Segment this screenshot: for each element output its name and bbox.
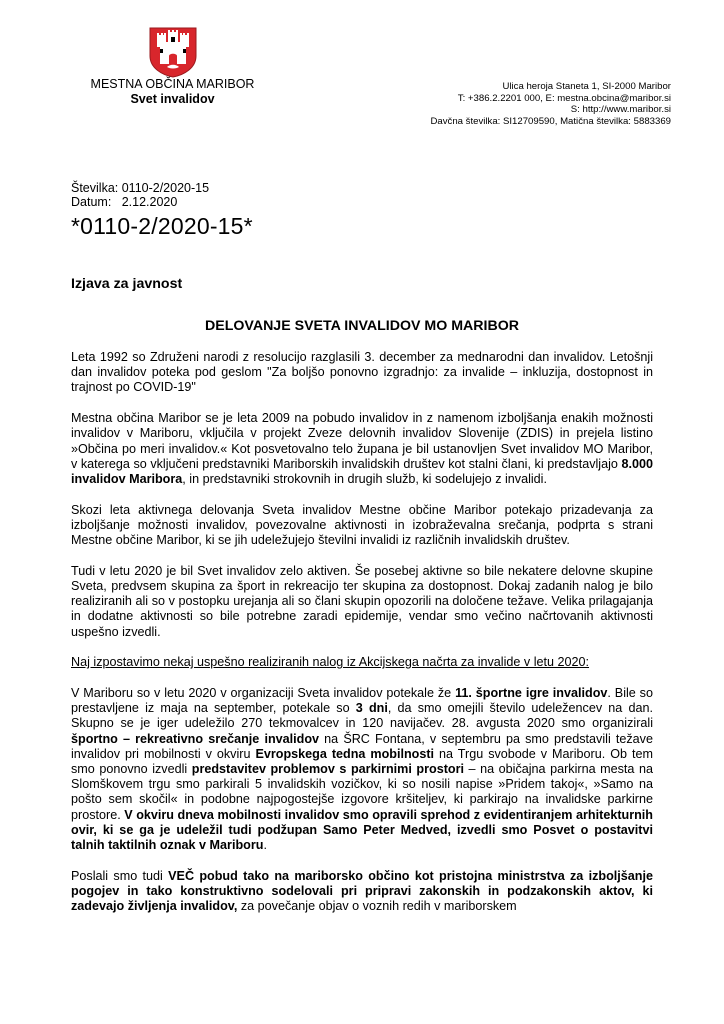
p7-b: VEČ pobud tako na mariborsko občino kot pristojna ministrstva za izboljšanje pogojev in tako konstruktivno sodelovali pri pripravi zakonskih in podzakonskih aktov, ki zadevajo življenja invalidov,: [71, 868, 654, 914]
p6-h: Evropskega tedna mobilnosti: [255, 746, 435, 761]
p6-m: .: [263, 837, 267, 852]
p6-e: , da smo omejili število udeležencev na dan. Skupno se je iger udeležilo 270 tekmovalcev in 120 navijačev. 28. avgusta 2020 smo organizirali: [71, 701, 653, 731]
contact-tax-number: Davčna številka: SI12709590, Matična številka: 5883369: [430, 115, 671, 127]
contact-block: [430, 81, 671, 127]
p6-a: V Mariboru so v letu 2020 v organizaciji Sveta invalidov potekale že: [71, 685, 456, 700]
organization-block: [60, 77, 285, 107]
organization-sub: Svet invalidov: [130, 92, 215, 106]
paragraph-1: [71, 350, 653, 396]
p2-text-c: , in predstavniki strokovnih in drugih služb, ki sodelujejo z invalidi.: [182, 471, 547, 486]
document-body: [71, 350, 653, 930]
document-number: Številka: 0110-2/2020-15: [71, 181, 210, 195]
document-title: DELOVANJE SVETA INVALIDOV MO MARIBOR: [205, 318, 519, 334]
contact-website: S: http://www.maribor.si: [570, 104, 671, 116]
contact-phone-email: T: +386.2.2201 000, E: mestna.obcina@maribor.si: [457, 92, 671, 104]
contact-address: Ulica heroja Staneta 1, SI-2000 Maribor: [502, 81, 671, 92]
paragraph-7: [71, 869, 653, 915]
p5-underlined-heading: Naj izpostavimo nekaj uspešno realiziranih nalog iz Akcijskega načrta za invalide v letu 2020:: [71, 655, 590, 670]
p6-i: na Trgu svobode v Mariboru. Ob tem smo ponovno izvedli: [71, 746, 653, 776]
paragraph-2: [71, 411, 653, 487]
p7-a: Poslali smo tudi: [71, 868, 169, 883]
p3-text: Skozi leta aktivnega delovanja Sveta invalidov Mestne občine Maribor potekajo prizadevanja za izboljšanje možnosti invalidov, povezovalne aktivnosti in izobraževalna srečanja, podprta s strani Mestne občine Maribor, ki se jih udeležujejo številni invalidi iz različnih invalidskih društev.: [71, 502, 653, 548]
paragraph-4: [71, 564, 653, 640]
p6-k: – na običajna parkirna mesta na Slomškovem trgu smo parkirali 5 invalidskih vozičkov, ki so nosili napise »Pridem takoj«, »Samo na pošto sem skočil« in podobne najpogostejše izgovore kršiteljev, ki parkirajo na invalidske parkirne prostore.: [71, 761, 653, 822]
p6-b: 11. športne igre invalidov: [455, 685, 608, 700]
p6-g: na ŠRC Fontana, v septembru pa smo predstavili težave invalidov pri mobilnosti v okviru: [71, 731, 653, 761]
p2-bold-count: 8.000 invalidov Maribora: [71, 456, 653, 486]
p1-text: Leta 1992 so Združeni narodi z resolucijo razglasili 3. december za mednarodni dan invalidov. Letošnji dan invalidov poteka pod geslom "Za boljšo ponovno izgradnjo: za invalide – inkluzija, dostopnost in trajnost po COVID-19": [71, 350, 653, 395]
press-release-label: Izjava za javnost: [71, 276, 183, 292]
barcode-text: *0110-2/2020-15*: [71, 213, 253, 239]
document-date: Datum: 2.12.2020: [71, 195, 178, 209]
paragraph-6: [71, 686, 653, 853]
document-meta: [71, 181, 209, 209]
paragraph-5: [71, 655, 653, 670]
p7-c: za povečanje objav o voznih redih v mariborskem: [237, 899, 517, 914]
p6-d: 3 dni: [355, 701, 388, 716]
p6-c: . Bile so prestavljene iz maja na september, potekale so: [71, 685, 653, 716]
organization-name: MESTNA OBČINA MARIBOR: [90, 77, 255, 91]
maribor-coat-of-arms-icon: [146, 26, 200, 78]
p6-j: predstavitev problemov s parkirnimi prostori: [191, 761, 464, 776]
p2-text-a: Mestna občina Maribor se je leta 2009 na pobudo invalidov in z namenom izboljšanja enakih možnosti invalidov v Mariboru, vključila v projekt Zveze delovnih invalidov Slovenije (ZDIS) in prejela listino »Občina po meri invalidov.« Kot posvetovalno telo župana je bil ustanovljen Svet invalidov MO Maribor, v katerega so vključeni predstavniki Mariborskih invalidskih društev kot stalni člani, ki predstavljajo: [71, 411, 653, 471]
p6-f: športno – rekreativno srečanje invalidov: [71, 731, 320, 746]
p4-text: Tudi v letu 2020 je bil Svet invalidov zelo aktiven. Še posebej aktivne so bile nekatere delovne skupine Sveta, predvsem skupina za šport in rekreacijo ter skupina za dostopnost. Dokaj zadanih nalog je bilo realiziranih ali so v postopku urejanja ali so člani skupin opozorili na določene težave. Velika prilagajanja in dodatne aktivnosti so bile potrebne zaradi epidemije, vendar smo večino načrtovanih aktivnosti uspešno izvedli.: [71, 563, 653, 639]
p6-l: V okviru dneva mobilnosti invalidov smo opravili sprehod z evidentiranjem arhitekturnih ovir, ki se ga je udeležil tudi podžupan Samo Peter Medved, izvedli smo Posvet o postavitvi talnih taktilnih oznak v Mariboru: [71, 807, 654, 852]
paragraph-3: [71, 503, 653, 549]
